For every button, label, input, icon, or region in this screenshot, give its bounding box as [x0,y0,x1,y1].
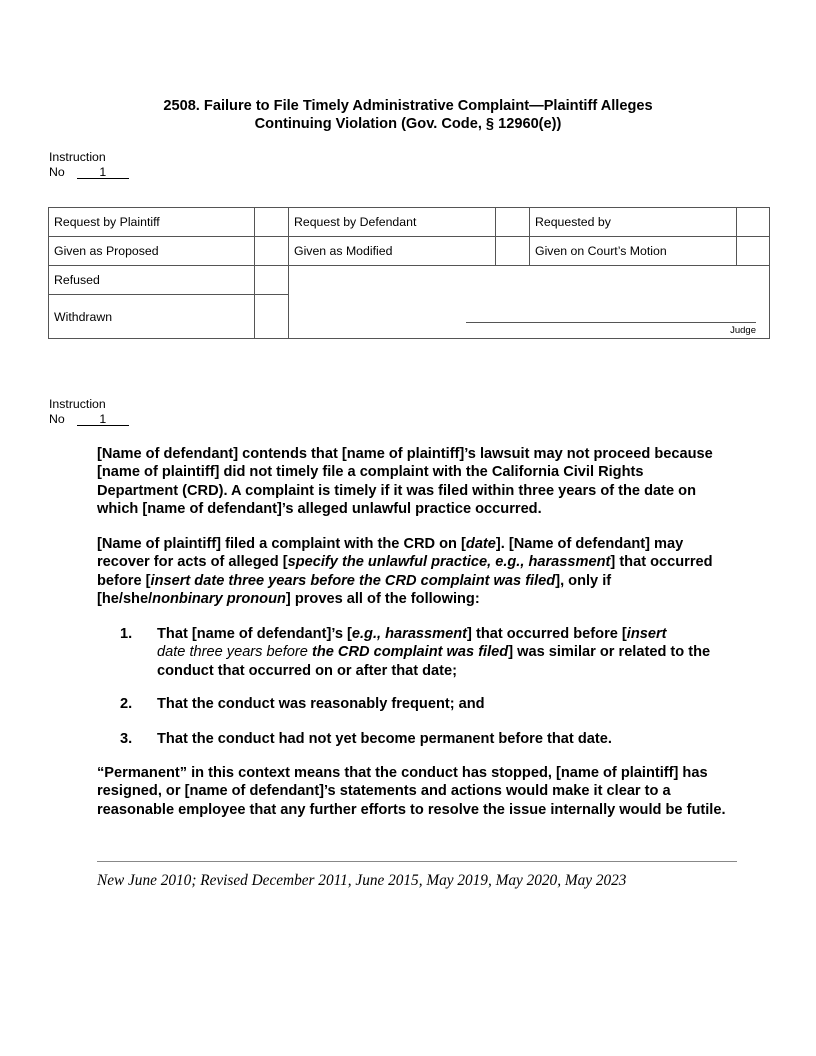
label-given-as-proposed: Given as Proposed [49,237,255,266]
judge-signature-line [466,322,756,323]
instruction-number-top [49,150,129,179]
label-withdrawn: Withdrawn [49,295,255,339]
instruction-no-label: No [49,164,65,179]
instruction-number-bottom [49,397,129,426]
checkbox-given-as-proposed[interactable] [255,237,289,266]
label-refused: Refused [49,266,255,295]
label-request-defendant: Request by Defendant [289,208,496,237]
instruction-label: Instruction [49,150,106,164]
checkbox-request-defendant[interactable] [496,208,530,237]
instruction-no-label: No [49,411,65,426]
judge-signature-area[interactable] [289,266,770,339]
checkbox-requested-by[interactable] [737,208,770,237]
checkbox-given-as-modified[interactable] [496,237,530,266]
page-title [100,97,716,133]
checkbox-given-on-motion[interactable] [737,237,770,266]
divider [97,861,737,862]
instruction-disposition-table [48,207,770,339]
label-request-plaintiff: Request by Plaintiff [49,208,255,237]
instruction-number-field[interactable]: 1 [77,413,129,426]
checkbox-refused[interactable] [255,266,289,295]
checkbox-withdrawn[interactable] [255,295,289,339]
label-given-on-motion: Given on Court’s Motion [530,237,737,266]
title-line-2: Continuing Violation (Gov. Code, § 12960(e)) [254,116,562,132]
judge-label: Judge [730,325,756,336]
instruction-number-field[interactable]: 1 [77,166,129,179]
paragraph-2: [Name of plaintiff] filed a complaint with the CRD on [date]. [Name of defendant] may recover for acts of alleged [specify the unlawful practice, e.g., harassment] that occurred before [insert date three years before the CRD complaint was filed], only if [he/she/nonbinary pronoun] proves all of the following: [97,536,713,608]
paragraph-3: “Permanent” in this context means that the conduct has stopped, [name of plaintiff] has resigned, or [name of defendant]’s statements and actions would make it clear to a reasonable employee that any further efforts to resolve the issue internally would be futile. [97,765,726,818]
checkbox-request-plaintiff[interactable] [255,208,289,237]
label-given-as-modified: Given as Modified [289,237,496,266]
label-requested-by: Requested by [530,208,737,237]
paragraph-1: [Name of defendant] contends that [name of plaintiff]’s lawsuit may not proceed because [name of plaintiff] did not timely file a complaint with the California Civil Rights Department (CRD). A complaint is timely if it was filed within three years of the date on which [name of defendant]’s alleged unlawful practice occurred. [97,446,713,518]
title-line-1: 2508. Failure to File Timely Administrative Complaint—Plaintiff Alleges [163,98,653,114]
instruction-label: Instruction [49,397,106,411]
revision-history: New June 2010; Revised December 2011, June 2015, May 2019, May 2020, May 2023 [97,872,627,889]
